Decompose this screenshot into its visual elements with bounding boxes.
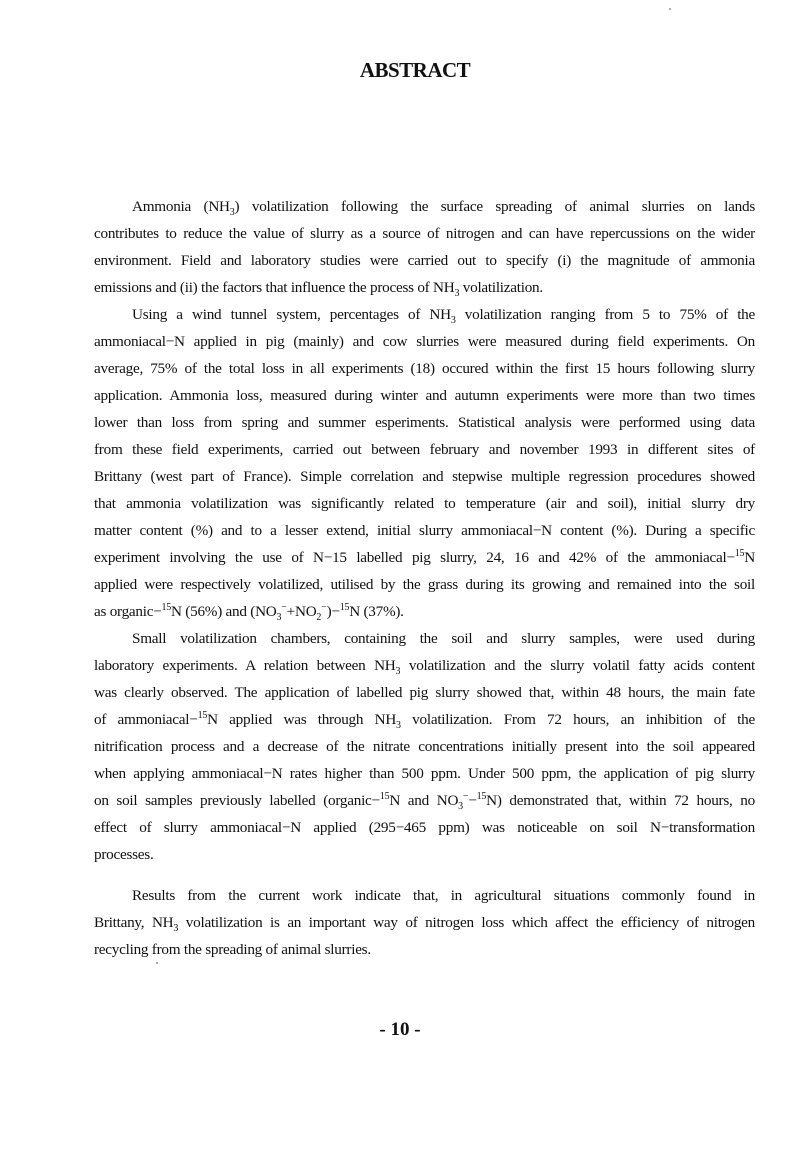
text-line: [94, 463, 755, 490]
superscript: 15: [197, 709, 208, 721]
text-run: emissions and (ii) the factors that influence the process of NH: [94, 279, 455, 296]
text-line: [94, 328, 755, 355]
text-run: volatilization.: [459, 279, 543, 296]
text-run: effect of slurry ammoniacal−N applied (295−465 ppm) was noticeable on soil N−transformation: [94, 819, 755, 836]
subscript: 3: [458, 801, 463, 813]
text-line: [94, 787, 755, 814]
text-line: [94, 814, 755, 841]
text-run: experiment involving the use of N−15 labelled pig slurry, 24, 16 and 42% of the ammoniacal−: [94, 549, 735, 566]
subscript: 3: [454, 288, 460, 300]
subscript: 3: [229, 207, 235, 219]
superscript: 15: [379, 790, 390, 802]
text-run: N (56%) and (NO: [171, 603, 277, 620]
scan-speck: [156, 962, 158, 964]
text-run: matter content (%) and to a lesser extend, initial slurry ammoniacal−N content (%). During a specific: [94, 522, 755, 539]
text-run: laboratory experiments. A relation between NH: [94, 657, 396, 674]
text-run: contributes to reduce the value of slurry as a source of nitrogen and can have repercussions on the wider: [94, 225, 755, 242]
abstract-paragraph: [94, 625, 755, 868]
page-title: ABSTRACT: [359, 58, 471, 82]
text-line: [94, 882, 755, 909]
text-run: when applying ammoniacal−N rates higher than 500 ppm. Under 500 ppm, the application of pig slurry: [94, 765, 755, 782]
text-line: [94, 436, 755, 463]
text-run: +NO: [286, 603, 317, 620]
text-line: [94, 247, 755, 274]
text-run: Using a wind tunnel system, percentages of NH: [132, 306, 451, 323]
text-run: N) demonstrated that, within 72 hours, no: [486, 792, 755, 809]
text-line: [94, 706, 755, 733]
superscript: 15: [476, 790, 487, 802]
text-run: was clearly observed. The application of labelled pig slurry showed that, within 48 hours, the main fate: [94, 684, 755, 701]
abstract-body: [94, 193, 755, 963]
subscript: 3: [173, 923, 179, 935]
text-run: average, 75% of the total loss in all experiments (18) occured within the first 15 hours following slurry: [94, 360, 755, 377]
text-run: N and NO: [389, 792, 459, 809]
text-line: [94, 274, 755, 301]
text-run: of ammoniacal−: [94, 711, 198, 728]
text-run: ) volatilization following the surface spreading of animal slurries on lands: [234, 198, 755, 215]
text-line: [94, 220, 755, 247]
text-run: Brittany (west part of France). Simple correlation and stepwise multiple regression procedures showed: [94, 468, 755, 485]
subscript: 2: [316, 612, 322, 624]
superscript: 15: [734, 547, 745, 559]
text-run: as organic−: [94, 603, 162, 620]
text-run: Results from the current work indicate that, in agricultural situations commonly found in: [132, 887, 755, 904]
superscript: 15: [339, 601, 350, 613]
text-run: Ammonia (NH: [132, 198, 230, 215]
text-line: [94, 909, 755, 936]
text-line: [94, 490, 755, 517]
text-run: volatilization and the slurry volatil fatty acids content: [400, 657, 755, 674]
text-line: [94, 625, 755, 652]
text-line: [94, 382, 755, 409]
text-run: application. Ammonia loss, measured during winter and autumn experiments were more than two times: [94, 387, 755, 404]
text-line: [94, 517, 755, 544]
text-line: [94, 571, 755, 598]
text-run: N (37%).: [349, 603, 404, 620]
text-line: [94, 652, 755, 679]
text-run: processes.: [94, 846, 154, 863]
text-run: applied were respectively volatilized, utilised by the grass during its growing and remained into the soil: [94, 576, 755, 593]
text-line: [94, 841, 755, 868]
text-run: )−: [326, 603, 340, 620]
superscript: 15: [161, 601, 172, 613]
text-run: −: [468, 792, 477, 809]
abstract-paragraph: [94, 193, 755, 301]
subscript: 3: [396, 720, 401, 732]
text-run: from these field experiments, carried out between february and november 1993 in different sites of: [94, 441, 755, 458]
text-run: N applied was through NH: [207, 711, 397, 728]
text-run: volatilization. From 72 hours, an inhibition of the: [400, 711, 755, 728]
superscript: −: [321, 601, 327, 613]
subscript: 3: [395, 666, 401, 678]
text-line: [94, 301, 755, 328]
text-line: [94, 544, 755, 571]
scan-speck: [669, 8, 671, 10]
text-run: volatilization ranging from 5 to 75% of the: [455, 306, 755, 323]
text-run: that ammonia volatilization was significantly related to temperature (air and soil), initial slurry dry: [94, 495, 755, 512]
text-run: ammoniacal−N applied in pig (mainly) and cow slurries were measured during field experiments. On: [94, 333, 755, 350]
page-number: - 10 -: [379, 1019, 421, 1040]
text-run: volatilization is an important way of nitrogen loss which affect the efficiency of nitrogen: [178, 914, 755, 931]
text-line: [94, 733, 755, 760]
text-run: nitrification process and a decrease of the nitrate concentrations initially present into the soil appeared: [94, 738, 755, 755]
subscript: 3: [450, 315, 456, 327]
text-line: [94, 679, 755, 706]
text-line: [94, 355, 755, 382]
abstract-paragraph: [94, 301, 755, 625]
abstract-paragraph: [94, 882, 755, 963]
text-line: [94, 936, 755, 963]
subscript: 3: [276, 612, 282, 624]
text-run: lower than loss from spring and summer esperiments. Statistical analysis were performed using data: [94, 414, 755, 431]
superscript: −: [281, 601, 287, 613]
text-run: Brittany, NH: [94, 914, 174, 931]
text-run: N: [744, 549, 755, 566]
text-line: [94, 193, 755, 220]
text-run: on soil samples previously labelled (organic−: [94, 792, 380, 809]
superscript: −: [462, 790, 469, 802]
text-line: [94, 760, 755, 787]
text-run: recycling from the spreading of animal slurries.: [94, 941, 371, 958]
text-run: Small volatilization chambers, containing the soil and slurry samples, were used during: [132, 630, 755, 647]
text-line: [94, 598, 755, 625]
text-run: environment. Field and laboratory studies were carried out to specify (i) the magnitude of ammonia: [94, 252, 755, 269]
text-line: [94, 409, 755, 436]
